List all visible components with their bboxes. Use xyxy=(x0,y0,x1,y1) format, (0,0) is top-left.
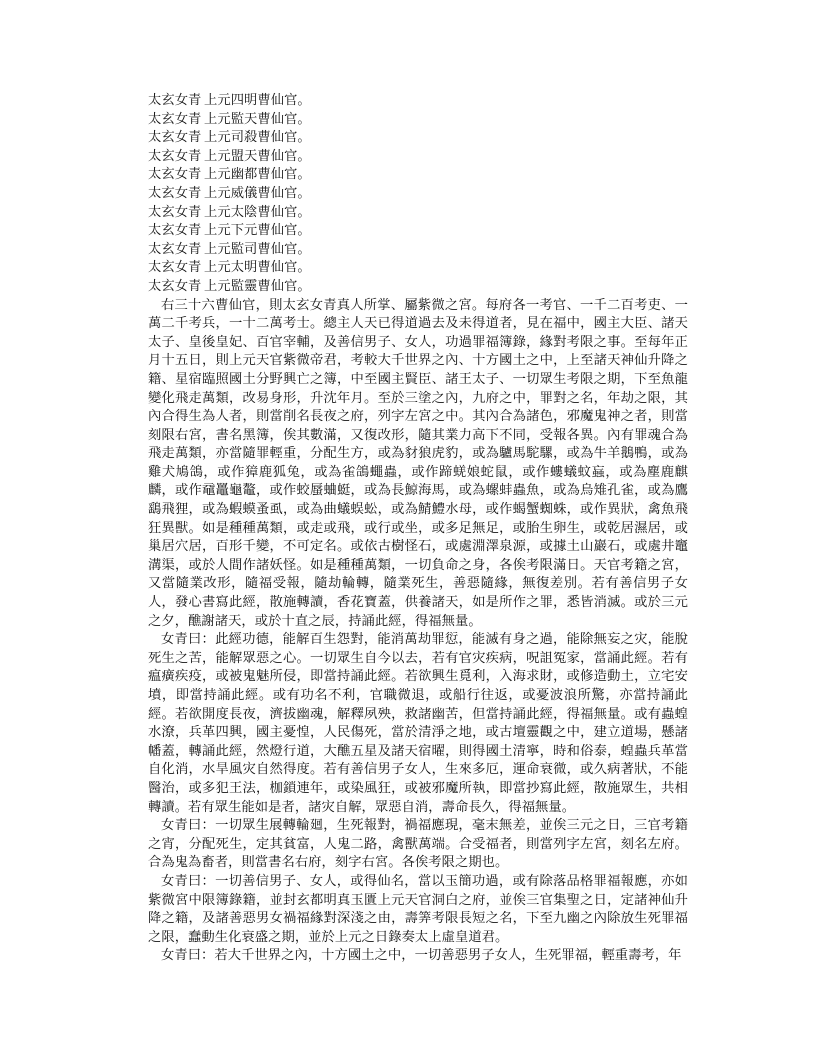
officer-title: 太玄女青 xyxy=(148,278,202,294)
officer-office: 上元太陰曹仙官。 xyxy=(204,204,311,220)
officer-office: 上元下元曹仙官。 xyxy=(204,223,311,239)
officer-office: 上元幽都曹仙官。 xyxy=(204,167,311,183)
officer-office: 上元司殺曹仙官。 xyxy=(204,130,311,146)
list-item xyxy=(148,241,688,260)
list-item xyxy=(148,92,688,111)
officer-office: 上元監司曹仙官。 xyxy=(204,241,311,257)
officer-title: 太玄女青 xyxy=(148,167,202,183)
paragraph-continued: 女青曰：若大千世界之內，十方國土之中，一切善惡男子女人，生死罪福，輕重壽考，年 xyxy=(161,948,682,964)
officer-title: 太玄女青 xyxy=(148,223,202,239)
paragraph-merit: 女青曰：此經功德，能解百生怨對，能消萬劫罪愆，能滅有身之過，能除無妄之灾，能脫死生之苦，能解眾惡之心。一切眾生自今以去，若有官灾疾病，呪詛冤家，當誦此經。若有瘟癀疾疫，或被鬼魅所侵，即當持誦此經。若欲興生覓利，入海求財，或修造動土，立宅安墳，即當持誦此經。或有功名不利，官職微退，或船行往返，或憂波浪所驚，亦當持誦此經。若欲開度長夜，濟拔幽魂，解釋夙殃，救諸幽苦，但當持誦此經，得福無量。或有蟲蝗水潦，兵革四興，國主憂惶，人民傷死，當於清淨之地，或古壇靈觀之中，建立道場，懸諸幡蓋，轉誦此經，然燈行道，大醮五星及諸天宿曜，則得國土清寧，時和俗泰，蝗蟲兵革當自化消，水旱風灾自然得度。若有善信男子女人，生來多厄，運命衰微，或久病著狀，不能醫治，或多犯王法，枷鎖連年，或染風狂，或被邪魔所執，即當抄寫此經，散施眾生，共相轉讀。若有眾生能如是者，諸灾自解，眾惡自消，壽命長久，得福無量。 xyxy=(148,632,688,815)
officer-title: 太玄女青 xyxy=(148,204,202,220)
officer-title: 太玄女青 xyxy=(148,130,202,146)
officer-title: 太玄女青 xyxy=(148,111,202,127)
officer-office: 上元太明曹仙官。 xyxy=(204,260,311,276)
list-item xyxy=(148,148,688,167)
list-item xyxy=(148,185,688,204)
officer-title: 太玄女青 xyxy=(148,93,202,108)
list-item xyxy=(148,204,688,223)
officer-office: 上元四明曹仙官。 xyxy=(204,93,311,108)
list-item xyxy=(148,111,688,130)
officer-title: 太玄女青 xyxy=(148,148,202,164)
paragraph-rebirth: 女青曰：一切眾生展轉輪廻，生死報對，禍福應現，毫末無差，並俟三元之日，三官考籍之宵，分配死生，定其貧富，人鬼二路，禽獸萬端。合受福者，則當列字左宮，刻名左府。合為鬼為畜者，則當書名右府，刻字右宮。各俟考限之期也。 xyxy=(148,818,688,871)
officer-title: 太玄女青 xyxy=(148,260,202,276)
officer-office: 上元監天曹仙官。 xyxy=(204,111,311,127)
list-item xyxy=(148,166,688,185)
officer-office: 上元威儀曹仙官。 xyxy=(204,185,311,201)
officer-title: 太玄女青 xyxy=(148,185,202,201)
document-page xyxy=(148,92,688,966)
list-item xyxy=(148,259,688,278)
officer-title: 太玄女青 xyxy=(148,241,202,257)
officer-office: 上元盟天曹仙官。 xyxy=(204,148,311,164)
officer-office: 上元監靈曹仙官。 xyxy=(204,278,311,294)
list-item xyxy=(148,129,688,148)
list-item xyxy=(148,222,688,241)
paragraph-summary: 右三十六曹仙官，則太玄女青真人所掌、屬紫微之宮。每府各一考官、一千二百考吏、一萬二千考兵，一十二萬考士。總主人天已得道過去及未得道者，見在福中，國主大臣、諸天太子、皇後皇妃、百官宰輔，及善信男子、女人，功過罪福簿錄，緣對考限之事。至每年正月十五日，則上元天官紫微帝君，考較大千世界之內、十方國土之中，上至諸天神仙升降之籍、星宿臨照國土分野興亡之簿，中至國主賢臣、諸王太子、一切眾生考限之期，下至魚龍變化飛走萬類，改易身形，升沈年月。至於三塗之內，九府之中，罪對之名，年劫之限，其內合得生為人者，則當削名長夜之府，列字左宮之中。其內合為諸色，邪魔鬼神之者，則當刻限右宮，書名黑簿，俟其數滿，又復改形，隨其業力高下不同，受報各異。內有罪魂合為飛走萬類，亦當隨罪輕重，分配生方，或為豺狼虎豹，或為驢馬駝騾，或為牛羊鵝鴨，或為雞犬鳩鴿，或作獐鹿狐兔，或為雀鴿蠅蟲，或作蹄蜣娘蛇鼠，或作螻蟻蚊蝱，或為塵鹿麒麟，或作黿鼉龜鼇，或作蛟蜃蛐蜓，或為長鯨海馬，或為螺蚌蟲魚，或為烏雉孔雀，或為鷹鷂飛狸，或為蝦蟆蚤虱，或為曲蟻蜈蚣，或為鯖鱧水母，或作蝎蟹蜘蛛，或作異狀，禽魚飛狂異獸。如是種種萬類，或走或飛，或行或坐，或多足無足，或胎生卵生，或乾居濕居，或巢居穴居，百形千變，不可定名。或依古樹怪石，或處淵澤泉源，或據土山巖石，或處井竈溝渠，或於人間作諸妖怪。如是種種萬類，一切負命之身，各俟考限滿日。天官考籍之宮，又當隨業改形，隨福受報，隨劫輪轉，隨業死生，善惡隨緣，無復差別。若有善信男子女人，發心書寫此經，散施轉讀，香花寶蓋，供養諸天，如是所作之罪，悉皆消滅。或於三元之夕，醮謝諸天，或於十直之辰，持誦此經，得福無量。 xyxy=(148,297,688,629)
officer-list xyxy=(148,92,688,297)
list-item xyxy=(148,278,688,297)
paragraph-registry: 女青曰：一切善信男子、女人，或得仙名，當以玉簡功過，或有除落品格罪福報應，亦如紫微宮中限簿錄籍，並封玄都明真玉匱上元天官洞白之府，並俟三官集聖之日，定諸神仙升降之籍，及諸善惡男女禍福緣對深淺之由，壽筭考限長短之名，下至九幽之內除放生死罪福之限，蠢動生化衰盛之期，並於上元之日錄奏太上虛皇道君。 xyxy=(148,873,688,945)
